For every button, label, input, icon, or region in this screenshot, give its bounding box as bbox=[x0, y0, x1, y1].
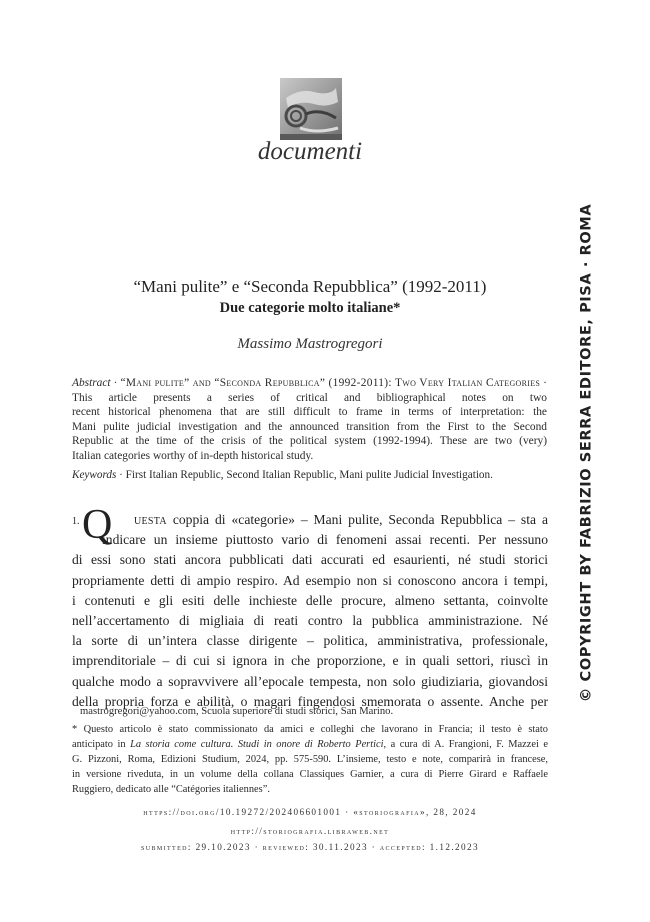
article-subtitle: Due categorie molto italiane* bbox=[219, 300, 401, 316]
footnote bbox=[72, 722, 548, 797]
abstract-label: Abstract bbox=[72, 377, 111, 389]
body-line: di essi sono stati ancora pubblicati dati accurati ed esaurienti, né studi storici bbox=[72, 552, 548, 568]
keywords: Keywords · First Italian Republic, Second Italian Republic, Mani pulite Judicial Investigation. bbox=[72, 469, 493, 481]
author-name: Massimo Mastrogregori bbox=[237, 336, 383, 352]
footnote-line: * Questo articolo è stato commissionato da amici e colleghi che lavorano in Francia; il testo è stato bbox=[72, 724, 548, 735]
section-number: 1. bbox=[72, 516, 80, 527]
section-title: documenti bbox=[257, 138, 363, 165]
abstract-line: This article presents a series of critical and bibliographical notes on two bbox=[72, 391, 547, 404]
author-affiliation: mastrogregori@yahoo.com, Scuola superiore di studi storici, San Marino. bbox=[80, 706, 394, 717]
copyright-text: © COPYRIGHT BY FABRIZIO SERRA EDITORE, PISA · ROMA bbox=[577, 203, 595, 703]
abstract-line: Italian categories worthy of in-depth historical study. bbox=[72, 449, 314, 462]
small-caps-opening: uesta bbox=[134, 512, 167, 527]
abstract bbox=[72, 376, 547, 464]
abstract-heading-line: Abstract · “Mani pulite” and “Seconda Repubblica” (1992-2011): Two Very Italian Categories · bbox=[72, 377, 547, 389]
body-line: i contenuti e gli esiti delle inchieste delle procure, almeno settanta, coinvolte bbox=[72, 592, 548, 608]
keywords-text: First Italian Republic, Second Italian Republic, Mani pulite Judicial Investigation. bbox=[125, 469, 493, 481]
body-line: qualche modo a sopravvivere all’epocale tempesta, non solo giudiziaria, giovandosi bbox=[72, 673, 548, 689]
journal-url: http://storiografia.libraweb.net bbox=[230, 826, 390, 836]
body-line: la sorte di un’intera classe dirigente – politica, amministrativa, professionale, bbox=[72, 633, 548, 649]
submission-dates: submitted: 29.10.2023 · reviewed: 30.11.2023 · accepted: 1.12.2023 bbox=[140, 842, 479, 852]
body-line: imprenditoriale – di cui si ignora in che proporzione, e in quali settori, riuscì in bbox=[72, 653, 548, 669]
copyright-notice bbox=[566, 203, 606, 703]
body-line: nell’accertamento di migliaia di reati contro la pubblica amministrazione. Né bbox=[72, 612, 548, 628]
drop-cap: Q bbox=[82, 502, 113, 548]
abstract-line: Mani pulite judicial investigation and the announced transition from the First to the Second bbox=[72, 420, 547, 433]
body-line: uesta coppia di «categorie» – Mani pulite, Seconda Repubblica – sta a bbox=[134, 512, 548, 527]
article-title: “Mani pulite” e “Seconda Repubblica” (1992-2011) bbox=[133, 277, 487, 296]
abstract-heading: “Mani pulite” and “Seconda Repubblica” (1992-2011): Two Very Italian Categories bbox=[120, 377, 541, 389]
ionic-capital-icon bbox=[280, 78, 342, 140]
body-line: della propria forza e abilità, o magari fingendosi smemorata o assente. Anche per bbox=[72, 693, 548, 709]
abstract-line: Republic at the time of the crisis of the political system (1992-1994). These are two (very) bbox=[72, 435, 547, 448]
body-text bbox=[72, 510, 548, 712]
footnote-line: G. Pizzoni, Roma, Edizioni Studium, 2024, pp. 575-590. L’insieme, testo e note, comparirà in francese, bbox=[72, 754, 548, 765]
footnote-line: Ruggiero, dedicato alle “Catégories italiennes”. bbox=[72, 784, 270, 795]
body-line: indicare un insieme piuttosto vario di fenomeni assai recenti. Per nessuno bbox=[102, 532, 548, 548]
abstract-line: recent historical phenomena that are still difficult to frame in terms of interpretation: the bbox=[72, 406, 547, 419]
body-line: propriamente detti di ampio respiro. Ad esempio non si conoscono ancora i tempi, bbox=[72, 572, 548, 588]
doi-line: https://doi.org/10.19272/202406601001 · «storiografia», 28, 2024 bbox=[143, 807, 477, 817]
footnote-line: anticipato in La storia come cultura. Studi in onore di Roberto Pertici, a cura di A. Frangioni, F. Mazzei e bbox=[72, 739, 548, 750]
keywords-label: Keywords bbox=[72, 469, 117, 481]
footnote-line: in versione riveduta, in un volume della collana Classiques Garnier, a cura di Pierre Girard e Raffaele bbox=[72, 769, 548, 780]
